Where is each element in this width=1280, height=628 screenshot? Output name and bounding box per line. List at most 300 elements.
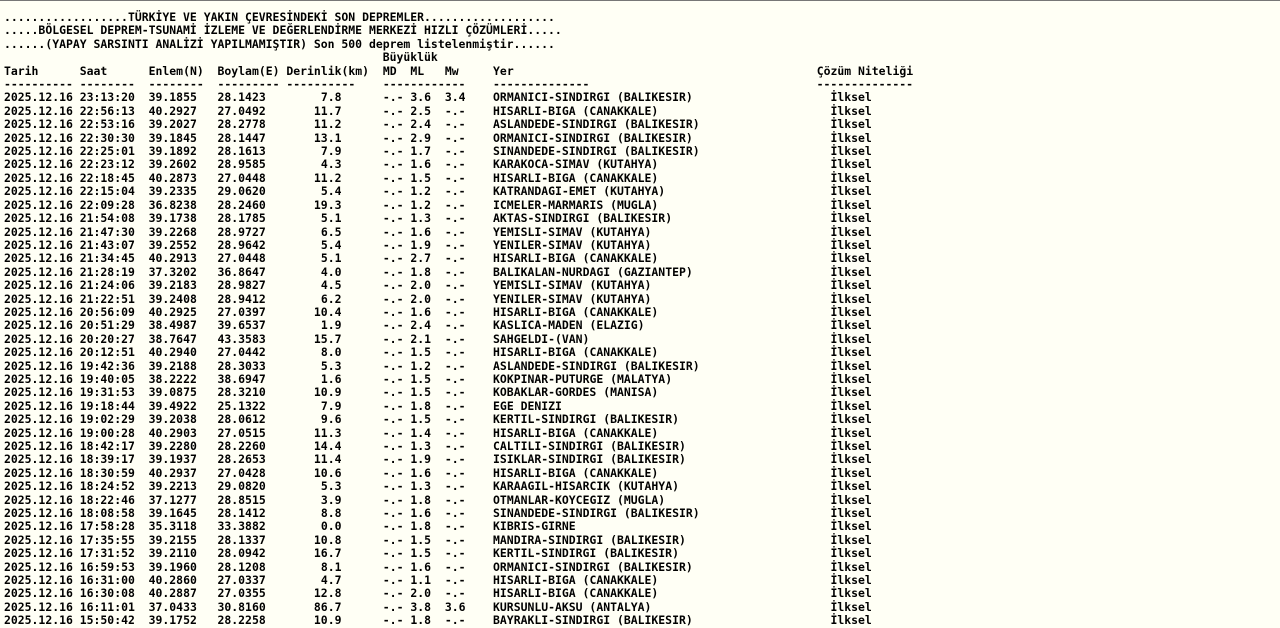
cell-tarih: 2025.12.16	[4, 586, 73, 601]
cell-md: -.-	[382, 278, 404, 293]
cell-ml: 1.2	[410, 184, 432, 199]
cell-derinlik: 10.8	[313, 532, 342, 547]
cell-saat: 18:22:46	[79, 492, 135, 507]
cell-derinlik: 15.7	[313, 331, 342, 346]
cell-mw: -.-	[444, 211, 466, 226]
cell-boylam: 38.6947	[217, 371, 266, 386]
cell-enlem: 39.1855	[148, 90, 197, 105]
cell-saat: 22:53:16	[79, 117, 135, 132]
cell-derinlik: 19.3	[313, 197, 342, 212]
cell-yer: BALIKALAN-NURDAGI (GAZIANTEP)	[493, 264, 693, 279]
cell-tarih: 2025.12.16	[4, 546, 73, 561]
cell-yer: ORMANICI-SINDIRGI (BALIKESIR)	[493, 559, 693, 574]
cell-enlem: 39.1738	[148, 211, 197, 226]
cell-mw: -.-	[444, 385, 466, 400]
cell-boylam: 28.9827	[217, 278, 266, 293]
cell-md: -.-	[382, 264, 404, 279]
col-header-ml: ML	[410, 63, 425, 78]
cell-yer: BAYRAKLI-SINDIRGI (BALIKESIR)	[493, 613, 693, 628]
cell-ml: 1.5	[410, 345, 432, 360]
cell-enlem: 40.2903	[148, 425, 197, 440]
cell-nitelik: İlksel	[830, 358, 872, 373]
cell-mw: -.-	[444, 130, 466, 145]
cell-ml: 2.0	[410, 278, 432, 293]
cell-tarih: 2025.12.16	[4, 385, 73, 400]
cell-saat: 22:23:12	[79, 157, 135, 172]
cell-ml: 1.6	[410, 506, 432, 521]
cell-nitelik: İlksel	[830, 586, 872, 601]
earthquake-row	[4, 614, 1280, 627]
magnitude-group-label: Büyüklük	[382, 50, 438, 65]
cell-ml: 1.3	[410, 439, 432, 453]
cell-mw: -.-	[444, 318, 466, 333]
cell-boylam: 27.0337	[217, 573, 266, 588]
cell-enlem: 39.2280	[148, 439, 197, 453]
cell-mw: -.-	[444, 278, 466, 293]
cell-boylam: 27.0448	[217, 251, 266, 266]
cell-saat: 17:31:52	[79, 546, 135, 561]
cell-mw: -.-	[444, 452, 466, 467]
cell-ml: 1.3	[410, 479, 432, 494]
cell-mw: -.-	[444, 224, 466, 239]
cell-md: -.-	[382, 532, 404, 547]
cell-derinlik: 4.5	[320, 278, 342, 293]
earthquake-row	[4, 252, 1280, 265]
cell-mw: -.-	[444, 251, 466, 266]
cell-boylam: 33.3882	[217, 519, 266, 534]
cell-derinlik: 4.7	[320, 573, 342, 588]
cell-saat: 18:42:17	[79, 439, 135, 453]
cell-enlem: 38.7647	[148, 331, 197, 346]
earthquake-row	[4, 453, 1280, 466]
cell-yer: CALTILI-SINDIRGI (BALIKESIR)	[493, 439, 686, 453]
cell-derinlik: 1.9	[320, 318, 342, 333]
cell-tarih: 2025.12.16	[4, 90, 73, 105]
cell-ml: 2.5	[410, 103, 432, 118]
cell-boylam: 28.1447	[217, 130, 266, 145]
cell-enlem: 39.2552	[148, 237, 197, 252]
cell-md: -.-	[382, 358, 404, 373]
cell-tarih: 2025.12.16	[4, 479, 73, 494]
cell-enlem: 39.4922	[148, 398, 197, 413]
cell-tarih: 2025.12.16	[4, 184, 73, 199]
cell-tarih: 2025.12.16	[4, 358, 73, 373]
cell-tarih: 2025.12.16	[4, 599, 73, 614]
cell-saat: 19:42:36	[79, 358, 135, 373]
cell-mw: -.-	[444, 170, 466, 185]
cell-yer: YENILER-SIMAV (KUTAHYA)	[493, 291, 652, 306]
cell-yer: YENILER-SIMAV (KUTAHYA)	[493, 237, 652, 252]
cell-boylam: 39.6537	[217, 318, 266, 333]
cell-boylam: 28.1337	[217, 532, 266, 547]
cell-md: -.-	[382, 398, 404, 413]
cell-nitelik: İlksel	[830, 412, 872, 427]
cell-derinlik: 9.6	[320, 412, 342, 427]
cell-boylam: 27.0397	[217, 304, 266, 319]
cell-yer: OTMANLAR-KOYCEGIZ (MUGLA)	[493, 492, 666, 507]
cell-saat: 18:24:52	[79, 479, 135, 494]
cell-boylam: 43.3583	[217, 331, 266, 346]
cell-ml: 1.6	[410, 304, 432, 319]
cell-saat: 21:47:30	[79, 224, 135, 239]
earthquake-list	[0, 1, 1280, 628]
cell-saat: 22:15:04	[79, 184, 135, 199]
cell-ml: 1.8	[410, 492, 432, 507]
cell-nitelik: İlksel	[830, 371, 872, 386]
cell-nitelik: İlksel	[830, 211, 872, 226]
cell-nitelik: İlksel	[830, 291, 872, 306]
earthquake-row	[4, 360, 1280, 373]
cell-saat: 19:00:28	[79, 425, 135, 440]
cell-ml: 1.5	[410, 170, 432, 185]
cell-enlem: 39.2110	[148, 546, 197, 561]
cell-derinlik: 10.4	[313, 304, 342, 319]
cell-tarih: 2025.12.16	[4, 465, 73, 480]
cell-md: -.-	[382, 304, 404, 319]
cell-saat: 21:28:19	[79, 264, 135, 279]
cell-saat: 21:22:51	[79, 291, 135, 306]
cell-tarih: 2025.12.16	[4, 211, 73, 226]
cell-tarih: 2025.12.16	[4, 103, 73, 118]
cell-saat: 23:13:20	[79, 90, 135, 105]
earthquake-rows	[4, 91, 1280, 627]
cell-md: -.-	[382, 479, 404, 494]
cell-mw: -.-	[444, 371, 466, 386]
cell-enlem: 38.2222	[148, 371, 197, 386]
earthquake-row	[4, 212, 1280, 225]
cell-yer: KERTIL-SINDIRGI (BALIKESIR)	[493, 412, 679, 427]
cell-boylam: 25.1322	[217, 398, 266, 413]
cell-tarih: 2025.12.16	[4, 331, 73, 346]
cell-ml: 1.5	[410, 546, 432, 561]
cell-enlem: 39.2602	[148, 157, 197, 172]
cell-ml: 1.9	[410, 237, 432, 252]
cell-tarih: 2025.12.16	[4, 251, 73, 266]
cell-enlem: 39.2155	[148, 532, 197, 547]
cell-tarih: 2025.12.16	[4, 237, 73, 252]
cell-tarih: 2025.12.16	[4, 506, 73, 521]
earthquake-row	[4, 118, 1280, 131]
cell-tarih: 2025.12.16	[4, 170, 73, 185]
cell-mw: -.-	[444, 425, 466, 440]
cell-derinlik: 6.2	[320, 291, 342, 306]
cell-nitelik: İlksel	[830, 264, 872, 279]
cell-saat: 19:31:53	[79, 385, 135, 400]
cell-yer: KIBRIS-GIRNE	[493, 519, 576, 534]
cell-md: -.-	[382, 170, 404, 185]
earthquake-row	[4, 319, 1280, 332]
cell-nitelik: İlksel	[830, 170, 872, 185]
cell-yer: MANDIRA-SINDIRGI (BALIKESIR)	[493, 532, 686, 547]
cell-saat: 21:54:08	[79, 211, 135, 226]
cell-md: -.-	[382, 586, 404, 601]
cell-tarih: 2025.12.16	[4, 318, 73, 333]
cell-saat: 21:34:45	[79, 251, 135, 266]
cell-yer: KURSUNLU-AKSU (ANTALYA)	[493, 599, 652, 614]
cell-enlem: 39.2408	[148, 291, 197, 306]
cell-derinlik: 7.9	[320, 398, 342, 413]
col-header-mw: Mw	[444, 63, 459, 78]
cell-ml: 3.8	[410, 599, 432, 614]
cell-ml: 1.8	[410, 519, 432, 534]
cell-saat: 19:40:05	[79, 371, 135, 386]
cell-mw: -.-	[444, 559, 466, 574]
cell-enlem: 37.3202	[148, 264, 197, 279]
cell-derinlik: 14.4	[313, 439, 342, 453]
cell-boylam: 28.1208	[217, 559, 266, 574]
sep: ----------	[286, 77, 356, 92]
cell-yer: SINANDEDE-SINDIRGI (BALIKESIR)	[493, 144, 700, 159]
cell-md: -.-	[382, 506, 404, 521]
cell-ml: 1.6	[410, 559, 432, 574]
cell-yer: KARAKOCA-SIMAV (KUTAHYA)	[493, 157, 659, 172]
cell-enlem: 39.2183	[148, 278, 197, 293]
cell-yer: HISARLI-BIGA (CANAKKALE)	[493, 425, 659, 440]
cell-enlem: 39.2335	[148, 184, 197, 199]
column-header-row	[4, 65, 1280, 78]
cell-ml: 1.8	[410, 613, 432, 628]
cell-nitelik: İlksel	[830, 144, 872, 159]
cell-saat: 17:35:55	[79, 532, 135, 547]
cell-boylam: 27.0448	[217, 170, 266, 185]
cell-md: -.-	[382, 103, 404, 118]
cell-md: -.-	[382, 559, 404, 574]
cell-derinlik: 10.9	[313, 385, 342, 400]
cell-mw: -.-	[444, 237, 466, 252]
cell-enlem: 40.2925	[148, 304, 197, 319]
cell-ml: 1.5	[410, 385, 432, 400]
cell-mw: -.-	[444, 157, 466, 172]
cell-ml: 1.8	[410, 398, 432, 413]
sep: ----------	[4, 77, 73, 92]
earthquake-row	[4, 158, 1280, 171]
col-header-enlem: Enlem(N)	[148, 63, 204, 78]
cell-boylam: 30.8160	[217, 599, 266, 614]
cell-derinlik: 11.2	[313, 117, 342, 132]
cell-ml: 1.6	[410, 465, 432, 480]
cell-yer: YEMISLI-SIMAV (KUTAHYA)	[493, 224, 652, 239]
cell-yer: HISARLI-BIGA (CANAKKALE)	[493, 103, 659, 118]
cell-mw: -.-	[444, 532, 466, 547]
sep: --------------	[816, 77, 914, 92]
cell-ml: 1.5	[410, 532, 432, 547]
cell-mw: -.-	[444, 439, 466, 453]
earthquake-row	[4, 226, 1280, 239]
cell-mw: -.-	[444, 144, 466, 159]
cell-md: -.-	[382, 331, 404, 346]
cell-derinlik: 11.3	[313, 425, 342, 440]
cell-nitelik: İlksel	[830, 532, 872, 547]
cell-derinlik: 10.9	[313, 613, 342, 628]
cell-tarih: 2025.12.16	[4, 371, 73, 386]
cell-md: -.-	[382, 291, 404, 306]
cell-mw: -.-	[444, 345, 466, 360]
col-header-yer: Yer	[493, 63, 514, 78]
cell-nitelik: İlksel	[830, 613, 872, 628]
cell-derinlik: 7.9	[320, 144, 342, 159]
cell-mw: -.-	[444, 546, 466, 561]
cell-yer: ASLANDEDE-SINDIRGI (BALIKESIR)	[493, 117, 700, 132]
cell-saat: 18:39:17	[79, 452, 135, 467]
cell-enlem: 40.2913	[148, 251, 197, 266]
cell-enlem: 40.2927	[148, 103, 197, 118]
cell-md: -.-	[382, 251, 404, 266]
earthquake-row	[4, 91, 1280, 104]
cell-enlem: 36.8238	[148, 197, 197, 212]
cell-mw: -.-	[444, 479, 466, 494]
cell-ml: 1.2	[410, 358, 432, 373]
cell-derinlik: 6.5	[320, 224, 342, 239]
cell-nitelik: İlksel	[830, 331, 872, 346]
cell-nitelik: İlksel	[830, 559, 872, 574]
cell-boylam: 28.9642	[217, 237, 266, 252]
cell-yer: HISARLI-BIGA (CANAKKALE)	[493, 465, 659, 480]
cell-boylam: 36.8647	[217, 264, 266, 279]
cell-saat: 21:24:06	[79, 278, 135, 293]
cell-md: -.-	[382, 184, 404, 199]
cell-md: -.-	[382, 157, 404, 172]
cell-tarih: 2025.12.16	[4, 291, 73, 306]
cell-enlem: 39.1645	[148, 506, 197, 521]
cell-yer: HISARLI-BIGA (CANAKKALE)	[493, 586, 659, 601]
cell-nitelik: İlksel	[830, 251, 872, 266]
cell-mw: -.-	[444, 291, 466, 306]
cell-enlem: 39.2268	[148, 224, 197, 239]
cell-nitelik: İlksel	[830, 452, 872, 467]
cell-mw: -.-	[444, 398, 466, 413]
cell-yer: ORMANICI-SINDIRGI (BALIKESIR)	[493, 130, 693, 145]
cell-derinlik: 5.4	[320, 237, 342, 252]
cell-yer: HISARLI-BIGA (CANAKKALE)	[493, 345, 659, 360]
cell-yer: HISARLI-BIGA (CANAKKALE)	[493, 573, 659, 588]
cell-saat: 22:25:01	[79, 144, 135, 159]
cell-derinlik: 8.1	[320, 559, 342, 574]
cell-tarih: 2025.12.16	[4, 304, 73, 319]
cell-saat: 18:30:59	[79, 465, 135, 480]
cell-mw: -.-	[444, 184, 466, 199]
cell-ml: 1.3	[410, 211, 432, 226]
cell-boylam: 28.9412	[217, 291, 266, 306]
cell-nitelik: İlksel	[830, 385, 872, 400]
cell-saat: 22:56:13	[79, 103, 135, 118]
cell-derinlik: 11.7	[313, 103, 342, 118]
cell-derinlik: 7.8	[320, 90, 342, 105]
header-line-3: ......(YAPAY SARSINTI ANALİZİ YAPILMAMIŞTIR) Son 500 deprem listelenmiştir......	[4, 36, 555, 51]
cell-md: -.-	[382, 345, 404, 360]
earthquake-row	[4, 547, 1280, 560]
cell-mw: -.-	[444, 586, 466, 601]
cell-ml: 2.9	[410, 130, 432, 145]
cell-mw: 3.4	[444, 90, 466, 105]
earthquake-row	[4, 386, 1280, 399]
cell-saat: 15:50:42	[79, 613, 135, 628]
cell-ml: 2.4	[410, 318, 432, 333]
cell-derinlik: 5.3	[320, 358, 342, 373]
cell-enlem: 39.1937	[148, 452, 197, 467]
cell-tarih: 2025.12.16	[4, 439, 73, 453]
cell-yer: ISIKLAR-SINDIRGI (BALIKESIR)	[493, 452, 686, 467]
cell-md: -.-	[382, 318, 404, 333]
cell-nitelik: İlksel	[830, 304, 872, 319]
cell-derinlik: 11.4	[313, 452, 342, 467]
cell-derinlik: 5.3	[320, 479, 342, 494]
cell-tarih: 2025.12.16	[4, 452, 73, 467]
cell-tarih: 2025.12.16	[4, 425, 73, 440]
cell-enlem: 39.2188	[148, 358, 197, 373]
cell-enlem: 38.4987	[148, 318, 197, 333]
cell-derinlik: 11.2	[313, 170, 342, 185]
cell-tarih: 2025.12.16	[4, 264, 73, 279]
cell-saat: 17:58:28	[79, 519, 135, 534]
cell-boylam: 28.0942	[217, 546, 266, 561]
cell-md: -.-	[382, 439, 404, 453]
cell-enlem: 39.2213	[148, 479, 197, 494]
sep: --------	[148, 77, 204, 92]
cell-boylam: 29.0620	[217, 184, 266, 199]
cell-tarih: 2025.12.16	[4, 559, 73, 574]
cell-yer: ASLANDEDE-SINDIRGI (BALIKESIR)	[493, 358, 700, 373]
earthquake-row	[4, 480, 1280, 493]
cell-boylam: 28.8515	[217, 492, 266, 507]
cell-boylam: 27.0442	[217, 345, 266, 360]
col-header-derinlik: Derinlik(km)	[286, 63, 370, 78]
cell-yer: KOBAKLAR-GORDES (MANISA)	[493, 385, 659, 400]
cell-tarih: 2025.12.16	[4, 345, 73, 360]
col-header-saat: Saat	[79, 63, 108, 78]
cell-tarih: 2025.12.16	[4, 144, 73, 159]
cell-derinlik: 5.1	[320, 251, 342, 266]
cell-mw: -.-	[444, 573, 466, 588]
cell-ml: 1.5	[410, 412, 432, 427]
cell-derinlik: 10.6	[313, 465, 342, 480]
cell-nitelik: İlksel	[830, 465, 872, 480]
cell-yer: ICMELER-MARMARIS (MUGLA)	[493, 197, 659, 212]
cell-tarih: 2025.12.16	[4, 573, 73, 588]
cell-saat: 20:12:51	[79, 345, 135, 360]
cell-enlem: 40.2860	[148, 573, 197, 588]
cell-md: -.-	[382, 90, 404, 105]
cell-boylam: 27.0428	[217, 465, 266, 480]
cell-md: -.-	[382, 385, 404, 400]
cell-ml: 1.6	[410, 157, 432, 172]
cell-ml: 2.0	[410, 586, 432, 601]
cell-derinlik: 8.0	[320, 345, 342, 360]
cell-nitelik: İlksel	[830, 439, 872, 453]
cell-derinlik: 12.8	[313, 586, 342, 601]
cell-md: -.-	[382, 613, 404, 628]
sep: --------	[79, 77, 135, 92]
cell-ml: 1.5	[410, 371, 432, 386]
cell-enlem: 39.0875	[148, 385, 197, 400]
cell-yer: KERTIL-SINDIRGI (BALIKESIR)	[493, 546, 679, 561]
col-header-boylam: Boylam(E)	[217, 63, 280, 78]
cell-md: -.-	[382, 546, 404, 561]
cell-derinlik: 5.1	[320, 211, 342, 226]
cell-boylam: 28.2258	[217, 613, 266, 628]
header-line-1: ..................TÜRKİYE VE YAKIN ÇEVRESİNDEKİ SON DEPREMLER...................	[4, 10, 555, 24]
cell-enlem: 40.2887	[148, 586, 197, 601]
cell-mw: -.-	[444, 331, 466, 346]
cell-nitelik: İlksel	[830, 398, 872, 413]
cell-yer: SAHGELDI-(VAN)	[493, 331, 590, 346]
cell-md: -.-	[382, 197, 404, 212]
cell-tarih: 2025.12.16	[4, 197, 73, 212]
cell-tarih: 2025.12.16	[4, 398, 73, 413]
earthquake-row	[4, 293, 1280, 306]
cell-nitelik: İlksel	[830, 224, 872, 239]
cell-yer: KASLICA-MADEN (ELAZIG)	[493, 318, 645, 333]
cell-mw: -.-	[444, 304, 466, 319]
